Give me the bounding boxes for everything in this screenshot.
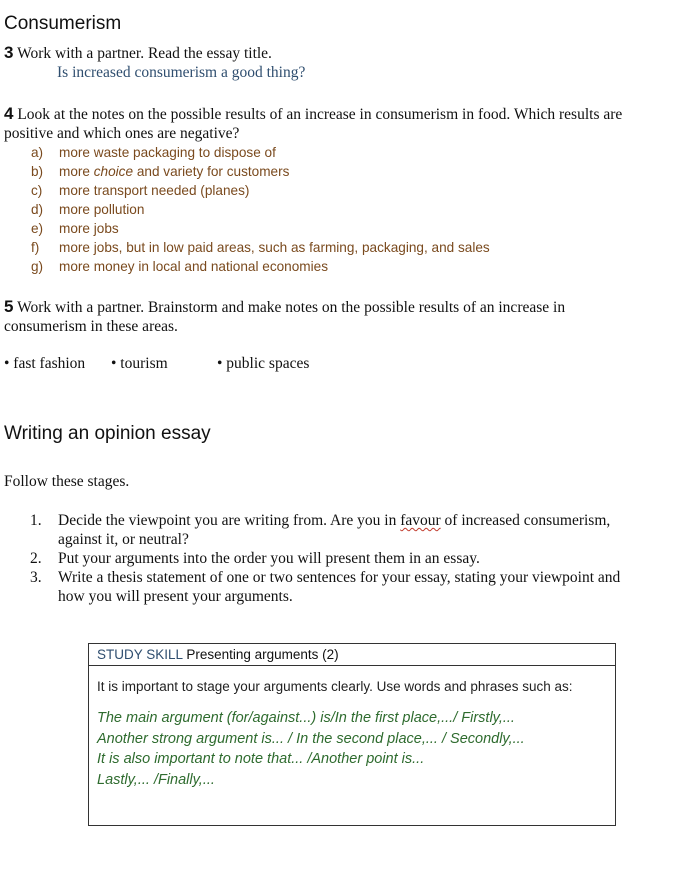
task-4	[4, 104, 622, 124]
stage-text-pre: Decide the viewpoint you are writing from. Are you in	[58, 512, 401, 529]
list-text: more waste packaging to dispose of	[59, 145, 276, 160]
list-letter: a)	[31, 145, 44, 160]
list-number: 3.	[30, 569, 42, 586]
area-tourism: • tourism	[111, 355, 168, 372]
study-skill-header	[89, 644, 615, 666]
study-skill-label: STUDY SKILL	[97, 647, 183, 662]
spelling-marked-word: favour	[400, 512, 441, 529]
list-text: more jobs	[59, 221, 119, 236]
phrase-item: Lastly,... /Finally,...	[97, 771, 215, 788]
stage-text: Put your arguments into the order you will present them in an essay.	[58, 550, 480, 567]
list-number: 2.	[30, 550, 42, 567]
list-letter: g)	[31, 259, 44, 274]
task-number: 3	[4, 43, 14, 62]
section-heading-writing: Writing an opinion essay	[4, 423, 211, 444]
list-text: more money in local and national economies	[59, 259, 329, 274]
phrase-item: Another strong argument is... / In the second place,... / Secondly,...	[97, 730, 525, 747]
study-skill-box	[88, 643, 616, 826]
stage-text-post: of increased consumerism,	[440, 512, 611, 529]
list-text: more transport needed (planes)	[59, 183, 250, 198]
list-item	[31, 257, 490, 276]
phrase-item: It is also important to note that... /Another point is...	[97, 751, 425, 767]
list-item	[31, 143, 490, 162]
list-text-italic: choice	[93, 164, 134, 179]
stage-text: Write a thesis statement of one or two sentences for your essay, stating your viewpoint and	[58, 569, 621, 586]
task-3-text: Work with a partner. Read the essay title.	[17, 45, 272, 62]
list-text: more pollution	[59, 202, 145, 217]
list-text: more jobs, but in low paid areas, such as farming, packaging, and sales	[59, 240, 490, 255]
list-item	[31, 238, 490, 257]
list-text-post: and variety for customers	[133, 164, 290, 179]
task-4-line2: positive and which ones are negative?	[4, 125, 240, 142]
list-item	[30, 568, 690, 606]
essay-title: Is increased consumerism a good thing?	[57, 64, 306, 81]
list-item	[30, 549, 690, 568]
list-text	[59, 162, 289, 181]
stage-text-line2: how you will present your arguments.	[58, 588, 293, 605]
list-letter: f)	[31, 240, 40, 255]
list-item	[31, 162, 490, 181]
phrase-item: The main argument (for/against...) is/In the first place,.../ Firstly,...	[97, 710, 515, 726]
task-number: 5	[4, 297, 14, 316]
list-item	[30, 511, 690, 549]
stages-list	[30, 511, 690, 606]
list-item	[31, 181, 490, 200]
task-number: 4	[4, 104, 14, 123]
list-number: 1.	[30, 512, 42, 529]
section-heading-consumerism: Consumerism	[4, 13, 122, 34]
writing-intro: Follow these stages.	[4, 473, 130, 490]
area-fast-fashion: • fast fashion	[4, 355, 86, 372]
phrase-list	[89, 694, 615, 790]
list-text-pre: more	[59, 164, 94, 179]
list-letter: d)	[31, 202, 44, 217]
list-letter: e)	[31, 221, 44, 236]
study-skill-title: Presenting arguments (2)	[186, 647, 339, 662]
list-item	[31, 200, 490, 219]
task-4-line1: Look at the notes on the possible results of an increase in consumerism in food. Which results are	[17, 106, 623, 123]
notes-list	[31, 143, 490, 276]
list-letter: b)	[31, 164, 44, 179]
task-5-line1: Work with a partner. Brainstorm and make notes on the possible results of an increase in	[17, 299, 566, 316]
list-item	[31, 219, 490, 238]
study-skill-intro: It is important to stage your arguments clearly. Use words and phrases such as:	[97, 679, 573, 694]
task-5	[4, 297, 565, 317]
area-public-spaces: • public spaces	[217, 355, 310, 372]
list-letter: c)	[31, 183, 43, 198]
task-3	[4, 43, 272, 63]
stage-text-line2: against it, or neutral?	[58, 531, 189, 548]
task-5-line2: consumerism in these areas.	[4, 318, 178, 335]
